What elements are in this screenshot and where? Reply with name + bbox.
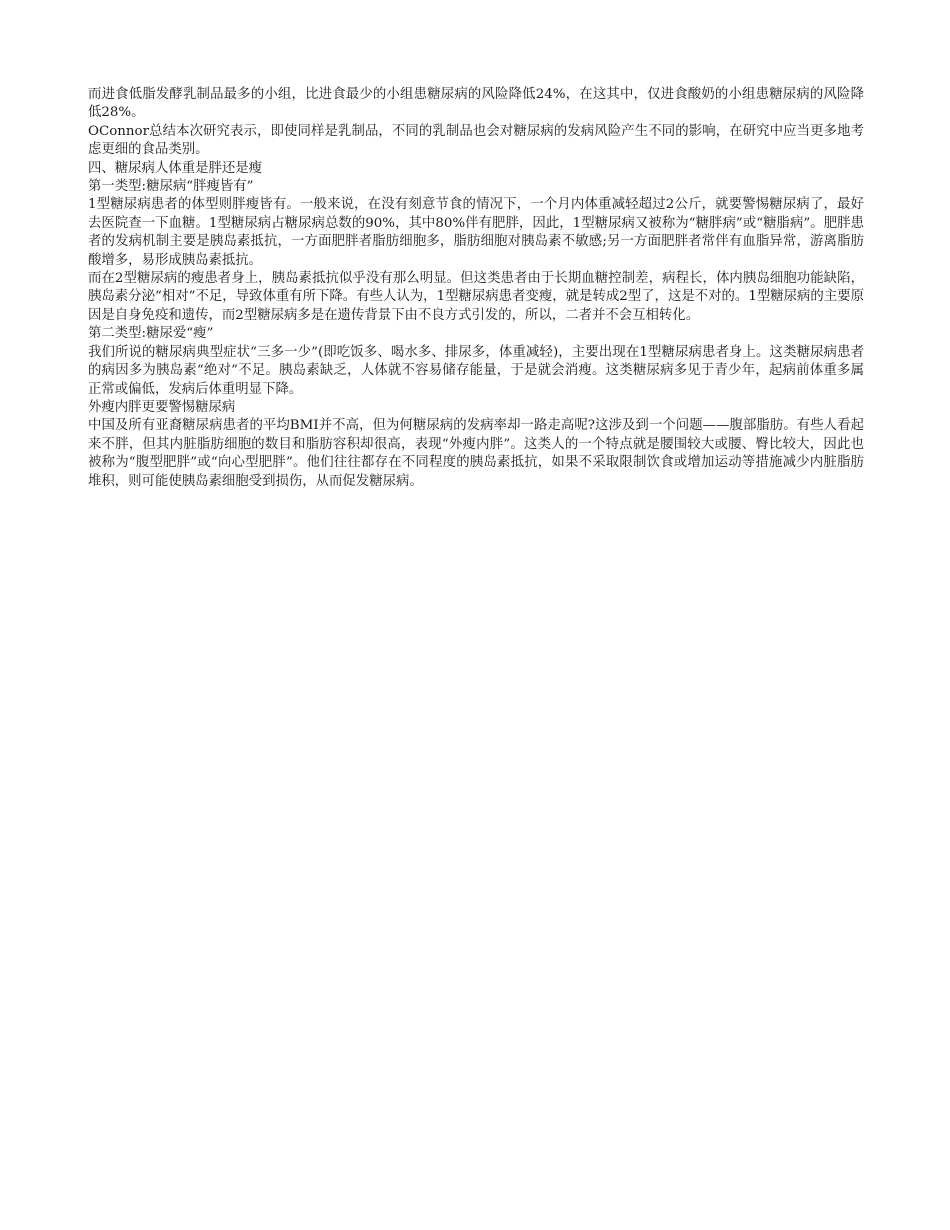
paragraph-type2-thin: 而在2型糖尿病的瘦患者身上，胰岛素抵抗似乎没有那么明显。但这类患者由于长期血糖控制差，病程长，体内胰岛细胞功能缺陷，胰岛素分泌“相对”不足，导致体重有所下降。有些人认为，1型糖尿病患者变瘦，就是转成2型了，这是不对的。1型糖尿病的主要原因是自身免疫和遗传，而2型糖尿病多是在遗传背景下由不良方式引发的，所以，二者并不会互相转化。: [88, 271, 864, 323]
section-heading-weight: 四、糖尿病人体重是胖还是瘦: [88, 160, 263, 176]
subheading-thin-outside-fat-inside: 外瘦内胖更要警惕糖尿病: [88, 399, 236, 415]
paragraph-type1-body: 1型糖尿病患者的体型则胖瘦皆有。一般来说，在没有刻意节食的情况下，一个月内体重减轻超过2公斤，就要警惕糖尿病了，最好去医院查一下血糖。1型糖尿病占糖尿病总数的90%，其中80%伴有肥胖，因此，1型糖尿病又被称为“糖胖病”或“糖脂病”。肥胖患者的发病机制主要是胰岛素抵抗，一方面肥胖者脂肪细胞多，脂肪细胞对胰岛素不敏感;另一方面肥胖者常伴有血脂异常，游离脂肪酸增多，易形成胰岛素抵抗。: [88, 197, 864, 268]
paragraph-three-more-one-less: 我们所说的糖尿病典型症状“三多一少”(即吃饭多、喝水多、排尿多，体重减轻)，主要出现在1型糖尿病患者身上。这类糖尿病患者的病因多为胰岛素“绝对”不足。胰岛素缺乏，人体就不容易储存能量，于是就会消瘦。这类糖尿病多见于青少年，起病前体重多属正常或偏低，发病后体重明显下降。: [88, 344, 864, 397]
subheading-type-two: 第二类型:糖尿爱“瘦”: [88, 326, 214, 342]
paragraph-abdominal-fat: 中国及所有亚裔糖尿病患者的平均BMI并不高，但为何糖尿病的发病率却一路走高呢?这涉及到一个问题——腹部脂肪。有些人看起来不胖，但其内脏脂肪细胞的数目和脂肪容积却很高，表现“外瘦内胖”。这类人的一个特点就是腰围较大或腰、臀比较大，因此也被称为“腹型肥胖”或“向心型肥胖”。他们往往都存在不同程度的胰岛素抵抗，如果不采取限制饮食或增加运动等措施减少内脏脂肪堆积，则可能使胰岛素细胞受到损伤，从而促发糖尿病。: [88, 418, 864, 489]
document-body: [88, 86, 864, 491]
paragraph-oconnor-summary: OConnor总结本次研究表示，即使同样是乳制品，不同的乳制品也会对糖尿病的发病风险产生不同的影响，在研究中应当更多地考虑更细的食品类别。: [88, 123, 864, 158]
paragraph-lowfat-dairy-result: 而进食低脂发酵乳制品最多的小组，比进食最少的小组患糖尿病的风险降低24%，在这其中，仅进食酸奶的小组患糖尿病的风险降低28%。: [88, 87, 864, 121]
subheading-type-one: 第一类型:糖尿病“胖瘦皆有”: [88, 179, 254, 195]
